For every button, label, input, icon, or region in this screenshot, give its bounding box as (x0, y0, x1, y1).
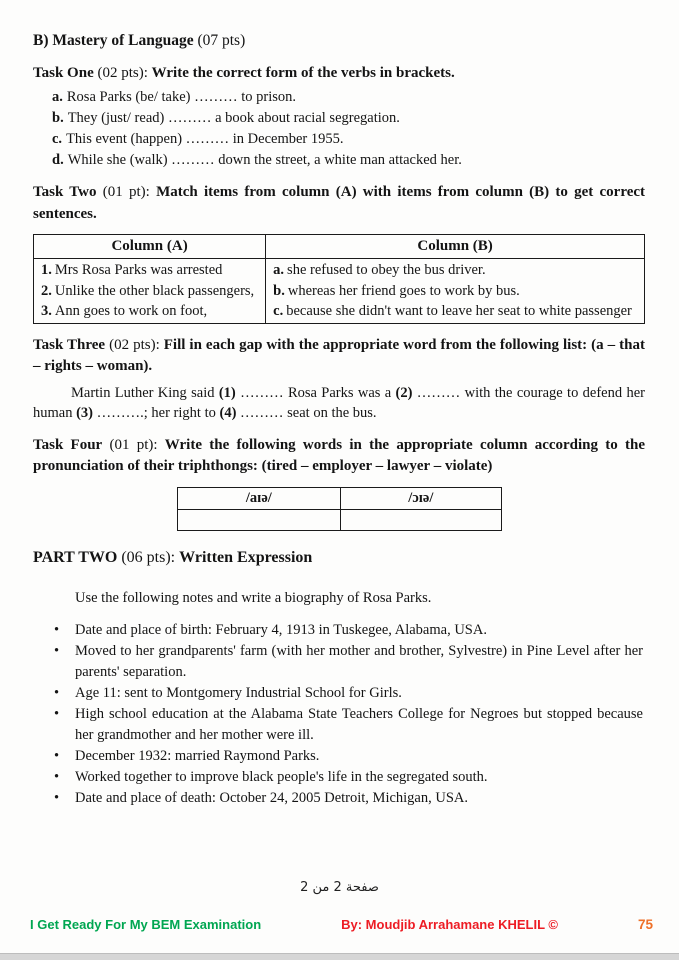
section-b-title: B) Mastery of Language (33, 32, 194, 49)
item-label: 1. (41, 262, 52, 279)
triphthong-header-aie: /aɪə/ (177, 488, 341, 510)
match-table (33, 234, 645, 324)
triphthong-header-row (177, 488, 501, 510)
gap-text: Martin Luther King said (71, 384, 219, 401)
task-one-item-d (52, 150, 645, 171)
part-two-subtitle: Written Expression (179, 548, 313, 566)
gap-text: ……… with the courage to defend her human (33, 384, 645, 422)
gap-marker-1: (1) (218, 384, 236, 401)
section-b-points: (07 pts) (197, 32, 246, 49)
bullet-icon: • (54, 790, 60, 807)
item-text: Ann goes to work on foot, (54, 303, 208, 320)
task-three-heading (33, 335, 645, 378)
note-text: Worked together to improve black people's life in the segregated south. (75, 769, 488, 786)
item-label: c. (273, 303, 284, 320)
note-item-moved (33, 641, 645, 683)
footer-author-credit: By: Moudjib Arrahamane KHELIL © (341, 916, 558, 932)
gap-marker-4: (4) (219, 405, 237, 422)
gap-text: ……… seat on the bus. (236, 405, 377, 422)
footer-series-title: I Get Ready For My BEM Examination (30, 916, 262, 932)
item-text: Rosa Parks (be/ take) ……… to prison. (66, 89, 297, 106)
task-three-paragraph (33, 383, 645, 424)
part-two-title: PART TWO (33, 548, 118, 566)
bullet-icon: • (54, 643, 60, 660)
task-two-title: Task Two (33, 184, 97, 201)
part-two-heading (33, 547, 645, 570)
match-item-c (273, 301, 637, 322)
note-item-worked (33, 767, 645, 788)
match-table-body-row (34, 259, 645, 324)
part-two-points: (06 pts): (121, 548, 176, 566)
item-text: whereas her friend goes to work by bus. (287, 282, 520, 299)
match-table-col-a-cell (34, 259, 266, 324)
item-text: she refused to obey the bus driver. (287, 262, 486, 279)
match-item-1 (41, 260, 258, 281)
note-text: Date and place of death: October 24, 2005 Detroit, Michigan, USA. (75, 790, 469, 807)
triphthong-answer-row (177, 509, 501, 530)
note-text: Age 11: sent to Montgomery Industrial School for Girls. (75, 685, 402, 702)
gap-marker-2: (2) (395, 384, 413, 401)
section-b-heading (33, 30, 645, 52)
match-table-header-row (34, 234, 645, 258)
item-label: 2. (41, 282, 52, 299)
task-one-list (33, 87, 645, 171)
item-label: a. (273, 262, 285, 279)
task-one-item-a (52, 87, 645, 108)
item-label: b. (52, 110, 64, 127)
task-one-title: Task One (33, 65, 94, 81)
triphthong-cell-empty-right (341, 509, 501, 530)
note-item-married (33, 746, 645, 767)
item-text: Unlike the other black passengers, (54, 282, 255, 299)
note-item-age11 (33, 683, 645, 704)
bullet-icon: • (54, 748, 60, 765)
match-table-col-b-cell (266, 259, 645, 324)
task-one-item-b (52, 108, 645, 129)
task-one-heading (33, 63, 645, 84)
bullet-icon: • (54, 622, 60, 639)
item-label: b. (273, 282, 285, 299)
task-one-item-c (52, 129, 645, 150)
arabic-page-number: صفحة 2 من 2 (300, 879, 379, 895)
task-two-points: (01 pt): (102, 184, 150, 201)
biography-notes-list (33, 620, 645, 809)
task-one-instruction: Write the correct form of the verbs in brackets. (151, 65, 455, 81)
match-table-header-b: Column (B) (266, 234, 645, 258)
note-item-death (33, 788, 645, 809)
triphthong-cell-empty-left (177, 509, 341, 530)
task-three-points: (02 pts): (109, 336, 160, 353)
triphthong-header-oie: /ɔɪə/ (341, 488, 501, 510)
footer-page-number: 75 (637, 916, 653, 932)
task-four-heading (33, 435, 645, 478)
task-three-title: Task Three (33, 336, 106, 353)
part-two-intro: Use the following notes and write a biography of Rosa Parks. (75, 589, 432, 606)
task-four-instruction: Write the following words in the appropriate column according to the pronunciation of their triphthongs: (tired – employer – lawyer – violate) (33, 436, 646, 475)
note-item-birth (33, 620, 645, 641)
bullet-icon: • (54, 706, 60, 723)
bullet-icon: • (54, 685, 60, 702)
task-two-instruction: Match items from column (A) with items from column (B) to get correct sentences. (33, 184, 646, 222)
match-item-2 (41, 281, 258, 302)
item-label: 3. (41, 303, 52, 320)
task-one-points: (02 pts): (97, 65, 148, 81)
note-item-highschool (33, 704, 645, 746)
bullet-icon: • (54, 769, 60, 786)
task-three-instruction: Fill in each gap with the appropriate word from the following list: (a – that – rights – woman). (33, 336, 645, 375)
item-text: because she didn't want to leave her seat to white passenger (286, 303, 632, 320)
note-text: High school education at the Alabama State Teachers College for Negroes but stopped because her grandmother and her mother were ill. (75, 706, 643, 744)
match-table-header-a: Column (A) (34, 234, 266, 258)
note-text: Moved to her grandparents' farm (with her mother and brother, Sylvestre) in Pine Level after her parents' separation. (75, 643, 643, 681)
triphthong-table (177, 487, 502, 531)
item-label: d. (52, 152, 64, 169)
footer (30, 915, 653, 934)
item-text: They (just/ read) ……… a book about racial segregation. (67, 110, 400, 127)
gap-text: ……….; her right to (93, 405, 220, 422)
task-four-title: Task Four (33, 436, 103, 453)
match-item-a (273, 260, 637, 281)
note-text: December 1932: married Raymond Parks. (75, 748, 320, 765)
note-text: Date and place of birth: February 4, 1913 in Tuskegee, Alabama, USA. (75, 622, 487, 639)
item-text: While she (walk) ……… down the street, a white man attacked her. (67, 152, 462, 169)
task-two-heading (33, 182, 645, 225)
task-four-points: (01 pt): (109, 436, 158, 453)
item-label: c. (52, 131, 63, 148)
item-text: Mrs Rosa Parks was arrested (54, 262, 223, 279)
match-item-3 (41, 301, 258, 322)
gap-marker-3: (3) (76, 405, 94, 422)
item-label: a. (52, 89, 63, 106)
item-text: This event (happen) ……… in December 1955. (66, 131, 344, 148)
gap-text: ……… Rosa Parks was a (235, 384, 396, 401)
match-item-b (273, 281, 637, 302)
